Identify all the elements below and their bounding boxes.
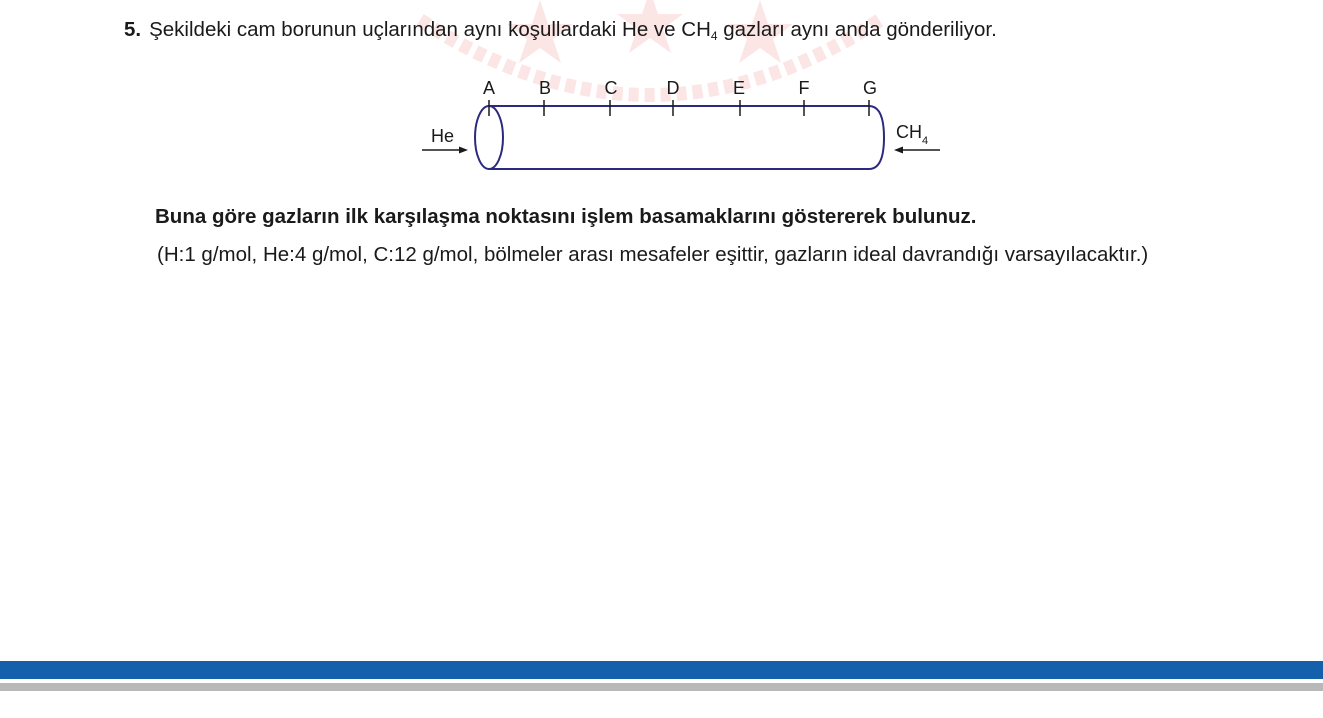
footer-blue-bar [0,661,1323,679]
glass-tube-diagram [0,0,1323,200]
point-label-d: D [666,78,680,98]
given-data-text: (H:1 g/mol, He:4 g/mol, C:12 g/mol, bölmeler arası mesafeler eşittir, gazların ideal davrandığı varsayılacaktır.) [157,243,1149,266]
question-number: 5. [124,18,142,41]
point-label-e: E [732,78,746,98]
point-label-f: F [798,78,810,98]
question-text-part2: gazları aynı anda gönderiliyor. [717,18,997,41]
ch4-arrow-head [894,147,903,154]
ch4-label-main: CH [896,122,922,142]
instruction-text: Buna göre gazların ilk karşılaşma noktasını işlem basamaklarını göstererek bulunuz. [155,205,977,228]
tube-right-end [869,106,884,169]
point-label-c: C [604,78,618,98]
he-label: He [431,126,455,146]
he-arrow-head [459,147,468,154]
question-subscript: 4 [710,29,718,43]
footer-gray-bar [0,683,1323,691]
question-text-part1: Şekildeki cam borunun uçlarından aynı koşullardaki He ve CH [149,18,711,41]
point-label-g: G [862,78,878,98]
ch4-label-sub: 4 [922,135,929,147]
point-label-a: A [482,78,496,98]
ch4-label [896,122,928,147]
point-label-b: B [538,78,552,98]
